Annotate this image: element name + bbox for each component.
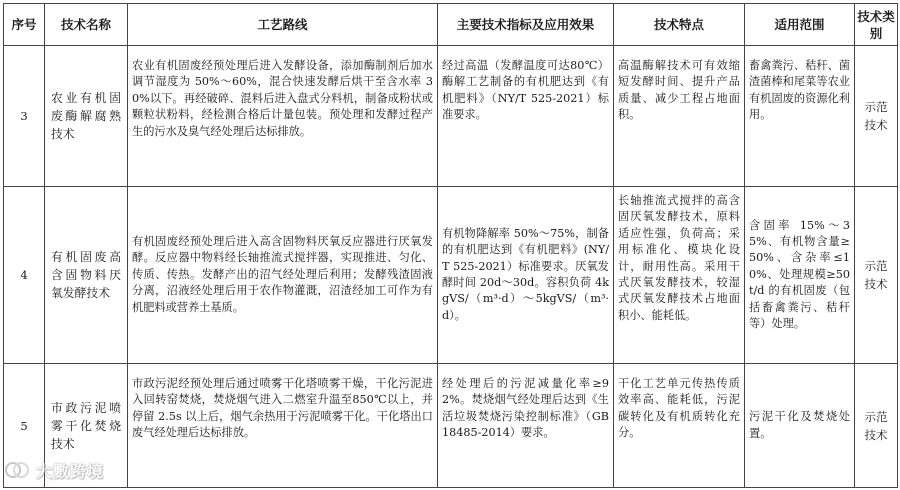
row-index: 3 <box>20 109 28 123</box>
technology-table <box>3 3 898 488</box>
tech-features: 高温酶解技术可有效缩短发酵时间、提升产品质量、减少工程占地面积。 <box>618 59 740 122</box>
header-indicators: 主要技术指标及应用效果 <box>438 4 614 46</box>
watermark-text: 大數跨境 <box>36 461 105 481</box>
table-row <box>4 46 898 187</box>
tech-features: 长轴推流式搅拌的高含固厌氧发酵技术，原料适应性强，负荷高；采用标准化、模块化设计，耐用性高。采用干式厌氧发酵技术，较湿式厌氧发酵技术占地面积小、能耗低。 <box>618 194 740 322</box>
tech-category: 示范技术 <box>864 259 888 291</box>
tech-category: 示范技术 <box>864 409 888 442</box>
process-route: 市政污泥经预处理后通过喷雾干化塔喷雾干燥，干化污泥进入回转窑焚烧，焚烧烟气进入二燃室升温至850℃以上，并停留 2.5s 以上后，烟气余热用于污泥喷雾干化。干化塔出口废气经处理后达标排放。 <box>132 377 433 440</box>
tech-features: 干化工艺单元传热传质效率高、能耗低，污泥碳转化及有机质转化充分。 <box>618 377 740 440</box>
row-index: 5 <box>20 418 28 433</box>
tech-name: 市政污泥喷雾干化焚烧技术 <box>51 400 121 451</box>
indicators-effects: 有机物降解率 50%～75%，制备的有机肥达到《有机肥料》(NY/T 525-2021）标准要求。厌氧发酵时间 20d～30d。容积负荷 4kgVS/（m³·d）～5kgVS/（m³·d）。 <box>442 226 609 322</box>
header-features: 技术特点 <box>614 4 745 46</box>
header-category: 技术类别 <box>855 4 898 46</box>
application-scope: 含固率 15%～35%、有机物含量≥50%、含杂率≤10%、处理规模≥50t/d 的有机固废（包括畜禽粪污、秸秆等）处理。 <box>749 218 850 331</box>
watermark-logo-icon <box>4 458 30 482</box>
tech-name: 有机固废高含固物料厌氧发酵技术 <box>51 250 121 300</box>
application-scope: 畜禽粪污、秸秆、菌渣菌棒和尾菜等农业有机固废的资源化利用。 <box>749 59 850 122</box>
header-name: 技术名称 <box>45 4 128 46</box>
table-row <box>4 187 898 364</box>
indicators-effects: 经处理后的污泥减量化率≥92%。焚烧烟气经处理后达到《生活垃圾焚烧污染控制标准》（GB 18485-2014）要求。 <box>442 377 609 440</box>
header-process: 工艺路线 <box>128 4 438 46</box>
watermark <box>4 458 104 482</box>
table-row <box>4 364 898 488</box>
indicators-effects: 经过高温（发酵温度可达80℃）酶解工艺制备的有机肥达到《有机肥料》（NY/T 525-2021）标准要求。 <box>442 59 609 122</box>
tech-name: 农业有机固废酶解腐熟技术 <box>51 91 121 141</box>
header-scope: 适用范围 <box>745 4 855 46</box>
process-route: 有机固废经预处理后进入高含固物料厌氧反应器进行厌氧发酵。反应器中物料经长轴推流式搅拌器，实现推进、匀化、传质、传热。发酵产出的沼气经处理后利用；发酵残渣固液分离，沼液经处理后用于农作物灌溉，沼渣经加工可作为有机肥料或营养土基质。 <box>132 234 433 314</box>
tech-category: 示范技术 <box>864 100 888 132</box>
header-index: 序号 <box>4 4 45 46</box>
process-route: 农业有机固废经预处理后进入发酵设备，添加酶制剂后加水调节湿度为 50%～60%，混合快速发酵后烘干至含水率 30%以下。再经破碎、混料后进入盘式分料机，制备成粉状或颗粒状粉料，经检测合格后计量包装。预处理和发酵过程产生的污水及臭气经处理后达标排放。 <box>132 59 433 138</box>
header-row <box>4 4 898 46</box>
application-scope: 污泥干化及焚烧处置。 <box>749 410 850 440</box>
row-index: 4 <box>20 268 28 282</box>
